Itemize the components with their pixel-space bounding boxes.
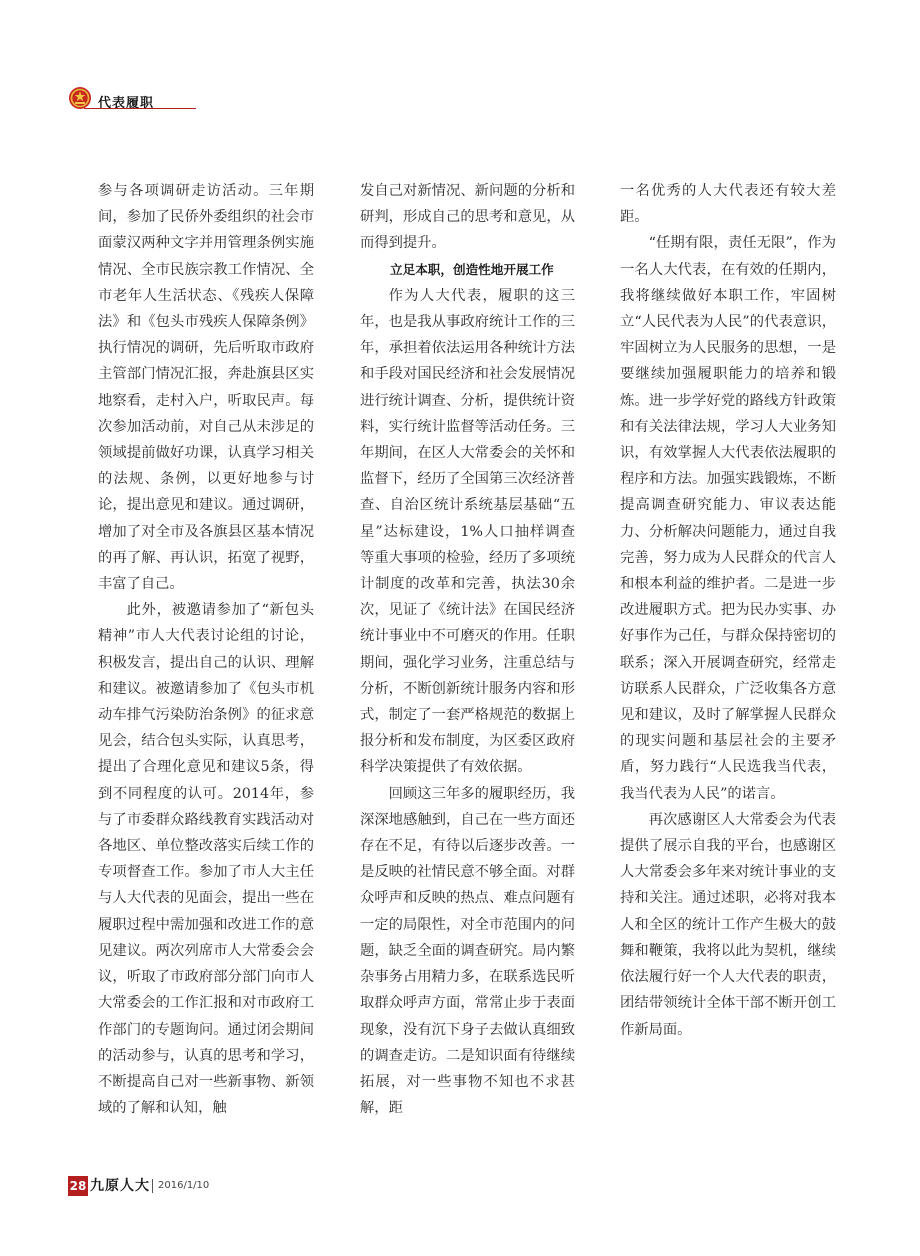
text-column-3 (620, 178, 836, 1043)
text-column-2 (360, 178, 575, 1121)
section-label: 代表履职 (98, 96, 155, 111)
paragraph: 再次感谢区人大常委会为代表提供了展示自我的平台，也感谢区人大常委会多年来对统计事业的支持和关注。通过述职，必将对我本人和全区的统计工作产生极大的鼓舞和鞭策，我将以此为契机，继续依法履行好一个人大代表的职责，团结带领统计全体干部不断开创工作新局面。 (620, 811, 836, 1038)
header-rule (84, 108, 196, 109)
paragraph: 一名优秀的人大代表还有较大差距。 (620, 183, 836, 226)
page-footer (68, 1176, 288, 1198)
paragraph: “任期有限，责任无限”，作为一名人大代表，在有效的任期内，我将继续做好本职工作，牢固树立“人民代表为人民”的代表意识，牢固树立为人民服务的思想，一是要继续加强履职能力的培养和锻炼。进一步学好党的路线方针政策和有关法律法规，学习人大业务知识，有效掌握人大代表依法履职的程序和方法。加强实践锻炼，不断提高调查研究能力、审议表达能力、分析解决问题能力，通过自我完善，努力成为人民群众的代言人和根本利益的维护者。二是进一步改进履职方式。把为民办实事、办好事作为己任，与群众保持密切的联系；深入开展调查研究，经常走访联系人民群众，广泛收集各方意见和建议，及时了解掌握人民群众的现实问题和基层社会的主要矛盾，努力践行“人民选我当代表，我当代表为人民”的诺言。 (620, 235, 836, 802)
section-subheading: 立足本职，创造性地开展工作 (390, 261, 554, 277)
national-emblem-icon (68, 86, 92, 110)
text-column-1 (98, 178, 314, 1121)
paragraph: 发自己对新情况、新问题的分析和研判，形成自己的思考和意见，从而得到提升。 (360, 183, 575, 252)
issue-date: 2016/1/10 (158, 1180, 210, 1191)
paragraph: 参与各项调研走访活动。三年期间，参加了民侨外委组织的社会市面蒙汉两种文字并用管理条例实施情况、全市民族宗教工作情况、全市老年人生活状态、《残疾人保障法》和《包头市残疾人保障条例》执行情况的调研，先后听取市政府主管部门情况汇报，奔赴旗县区实地察看，走村入户，听取民声。每次参加活动前，对自己从未涉足的领域提前做好功课，认真学习相关的法规、条例，以更好地参与讨论，提出意见和建议。通过调研，增加了对全市及各旗县区基本情况的再了解、再认识，拓宽了视野，丰富了自己。 (98, 183, 314, 593)
page-number: 28 (68, 1176, 88, 1196)
footer-divider (152, 1179, 153, 1193)
paragraph: 作为人大代表，履职的这三年，也是我从事政府统计工作的三年，承担着依法运用各种统计方法和手段对国民经济和社会发展情况进行统计调查、分析，提供统计资料，实行统计监督等活动任务。三年期间，在区人大常委会的关怀和监督下，经历了全国第三次经济普查、自治区统计系统基层基础“五星”达标建设，1%人口抽样调查等重大事项的检验，经历了多项统计制度的改革和完善，执法30余次，见证了《统计法》在国民经济统计事业中不可磨灭的作用。任职期间，强化学习业务，注重总结与分析，不断创新统计服务内容和形式，制定了一套严格规范的数据上报分析和发布制度，为区委区政府科学决策提供了有效依据。 (360, 287, 575, 776)
paragraph: 回顾这三年多的履职经历，我深深地感触到，自己在一些方面还存在不足，有待以后逐步改善。一是反映的社情民意不够全面。对群众呼声和反映的热点、难点问题有一定的局限性，对全市范围内的问题，缺乏全面的调查研究。局内繁杂事务占用精力多，在联系选民听取群众呼声方面，常常止步于表面现象，没有沉下身子去做认真细致的调查走访。二是知识面有待继续拓展，对一些事物不知也不求甚解，距 (360, 785, 575, 1117)
magazine-name: 九原人大 (90, 1178, 150, 1194)
paragraph: 此外，被邀请参加了“新包头精神”市人大代表讨论组的讨论，积极发言，提出自己的认识、理解和建议。被邀请参加了《包头市机动车排气污染防治条例》的征求意见会，结合包头实际，认真思考，提出了合理化意见和建议5条，得到不同程度的认可。2014年，参与了市委群众路线教育实践活动对各地区、单位整改落实后续工作的专项督查工作。参加了市人大主任与人大代表的见面会，提出一些在履职过程中需加强和改进工作的意见建议。两次列席市人大常委会会议，听取了市政府部分部门向市人大常委会的工作汇报和对市政府工作部门的专题询问。通过闭会期间的活动参与，认真的思考和学习，不断提高自己对一些新事物、新领域的了解和认知，触 (98, 602, 314, 1117)
